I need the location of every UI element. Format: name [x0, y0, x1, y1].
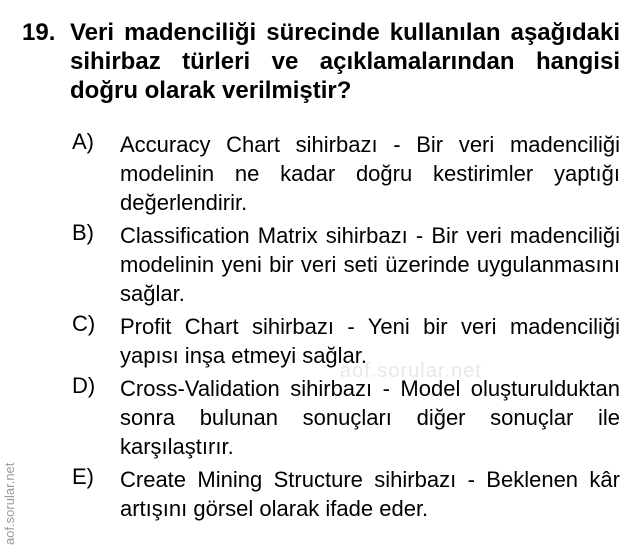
option-d: [72, 374, 620, 461]
option-e-text: Create Mining Structure sihirbazı - Beklenen kâr artışını görsel olarak ifade eder.: [120, 467, 620, 521]
option-c-letter: C): [72, 311, 96, 336]
question-number: 19.: [22, 19, 56, 46]
option-c-text: Profit Chart sihirbazı - Yeni bir veri madenciliği yapısı inşa etmeyi sağlar.: [120, 314, 620, 368]
option-a-letter: A): [72, 129, 94, 154]
option-d-letter: D): [72, 373, 96, 398]
option-a-text: Accuracy Chart sihirbazı - Bir veri madenciliği modelinin ne kadar doğru kestirimler yaptığı değerlendirir.: [120, 132, 620, 215]
option-e-letter: E): [72, 464, 94, 489]
question-text: Veri madenciliği sürecinde kullanılan aşağıdaki sihirbaz türleri ve açıklamalarından hangisi doğru olarak verilmiştir?: [70, 19, 620, 104]
center-watermark: aof.sorular.net: [340, 360, 482, 382]
option-d-text: Cross-Validation sihirbazı - Model oluşturulduktan sonra bulunan sonuçları diğer sonuçlar ile karşılaştırır.: [120, 376, 620, 459]
option-b-letter: B): [72, 220, 94, 245]
option-b-text: Classification Matrix sihirbazı - Bir veri madenciliği modelinin yeni bir veri seti üzerinde uygulanmasını sağlar.: [120, 223, 620, 306]
answer-options: [72, 130, 620, 527]
option-e: [72, 465, 620, 523]
option-a: [72, 130, 620, 217]
option-c: [72, 312, 620, 370]
option-b: [72, 221, 620, 308]
side-watermark: aof.sorular.net: [2, 462, 17, 545]
